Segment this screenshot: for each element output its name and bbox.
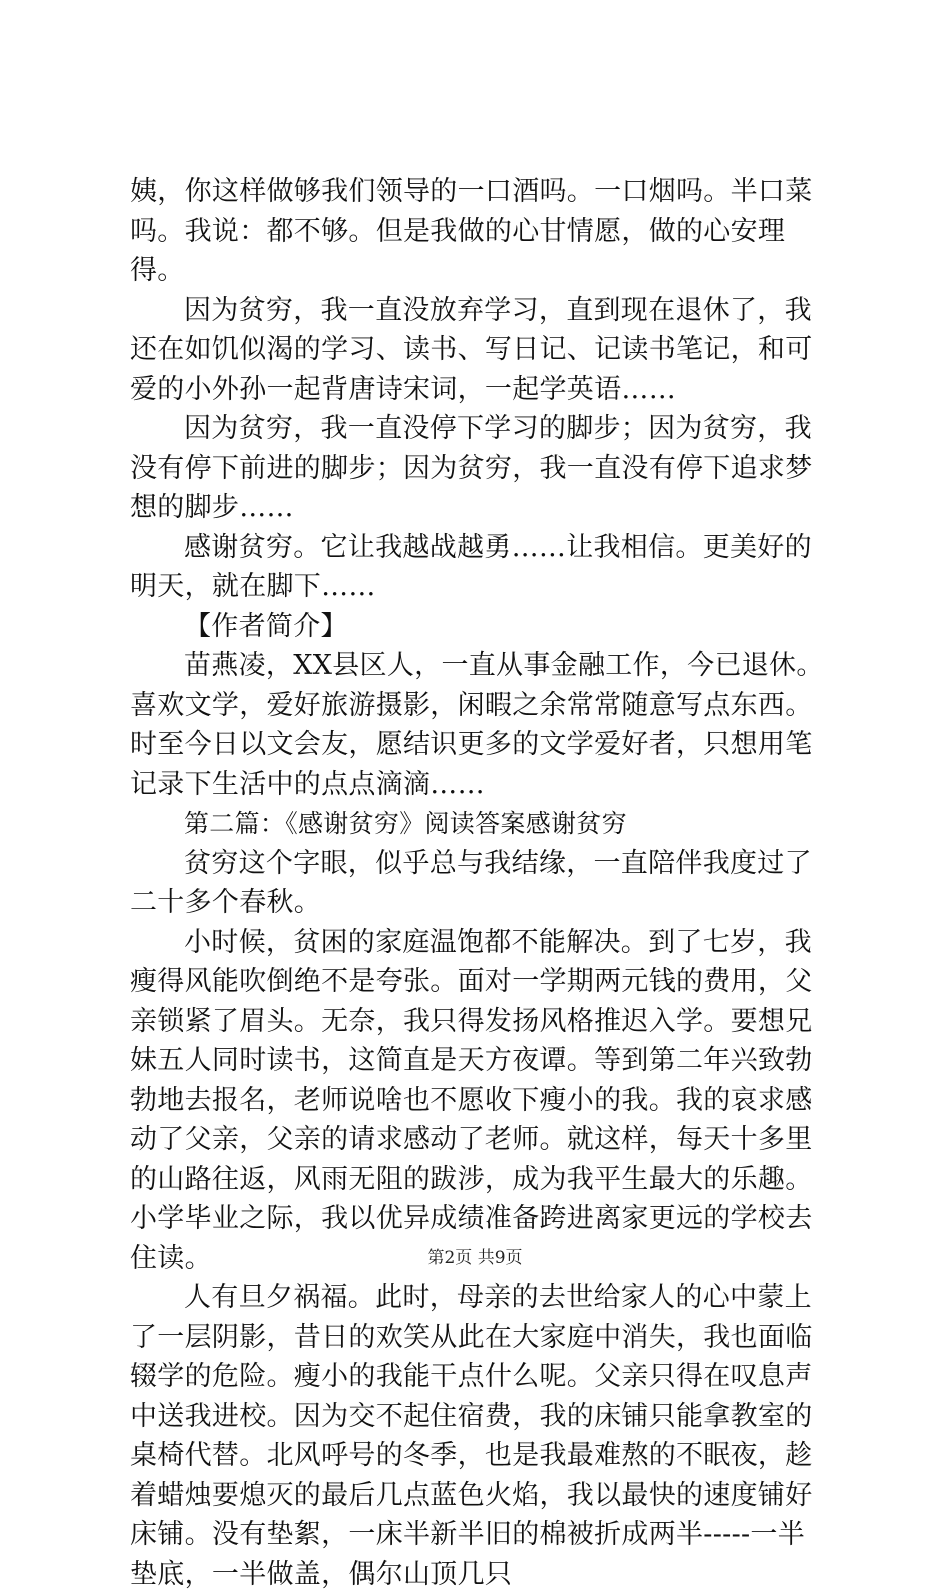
paragraph-1: 姨，你这样做够我们领导的一口酒吗。一口烟吗。半口菜吗。我说：都不够。但是我做的心甘情愿，做的心安理得。	[130, 176, 813, 286]
paragraph-9: 小时候，贫困的家庭温饱都不能解决。到了七岁，我瘦得风能吹倒绝不是夸张。面对一学期两元钱的费用，父亲锁紧了眉头。无奈，我只得发扬风格推迟入学。要想兄妹五人同时读书，这简直是天方夜谭。等到第二年兴致勃勃地去报名，老师说啥也不愿收下瘦小的我。我的哀求感动了父亲，父亲的请求感动了老师。就这样，每天十多里的山路往返，风雨无阻的跋涉，成为我平生最大的乐趣。小学毕业之际，我以优异成绩准备跨进离家更远的学校去住读。	[130, 926, 813, 1274]
paragraph-3: 因为贫穷，我一直没停下学习的脚步；因为贫穷，我没有停下前进的脚步；因为贫穷，我一直没有停下追求梦想的脚步……	[130, 413, 813, 523]
paragraph-4: 感谢贫穷。它让我越战越勇……让我相信。更美好的明天，就在脚下……	[130, 531, 812, 602]
page-footer: 第2页 共9页	[427, 1248, 523, 1268]
document-body	[130, 172, 830, 1594]
author-intro-heading: 【作者简介】	[184, 610, 348, 642]
section-heading: 第二篇：《感谢贫穷》阅读答案感谢贫穷	[184, 809, 627, 838]
author-intro-text: 苗燕凌，XX县区人，一直从事金融工作，今已退休。喜欢文学，爱好旅游摄影，闲暇之余常常随意写点东西。时至今日以文会友，愿结识更多的文学爱好者，只想用笔记录下生活中的点点滴滴……	[130, 650, 824, 800]
paragraph-8: 贫穷这个字眼，似乎总与我结缘，一直陪伴我度过了二十多个春秋。	[130, 847, 812, 918]
paragraph-10: 人有旦夕祸福。此时，母亲的去世给家人的心中蒙上了一层阴影，昔日的欢笑从此在大家庭中消失，我也面临辍学的危险。瘦小的我能干点什么呢。父亲只得在叹息声中送我进校。因为交不起住宿费，我的床铺只能拿教室的桌椅代替。北风呼号的冬季，也是我最难熬的不眠夜，趁着蜡烛要熄灭的最后几点蓝色火焰，我以最快的速度铺好床铺。没有垫絮，一床半新半旧的棉被折成两半-----一半垫底，一半做盖，偶尔山顶几只	[130, 1282, 813, 1590]
paragraph-2: 因为贫穷，我一直没放弃学习，直到现在退休了，我还在如饥似渴的学习、读书、写日记、记读书笔记，和可爱的小外孙一起背唐诗宋词，一起学英语……	[130, 294, 813, 405]
